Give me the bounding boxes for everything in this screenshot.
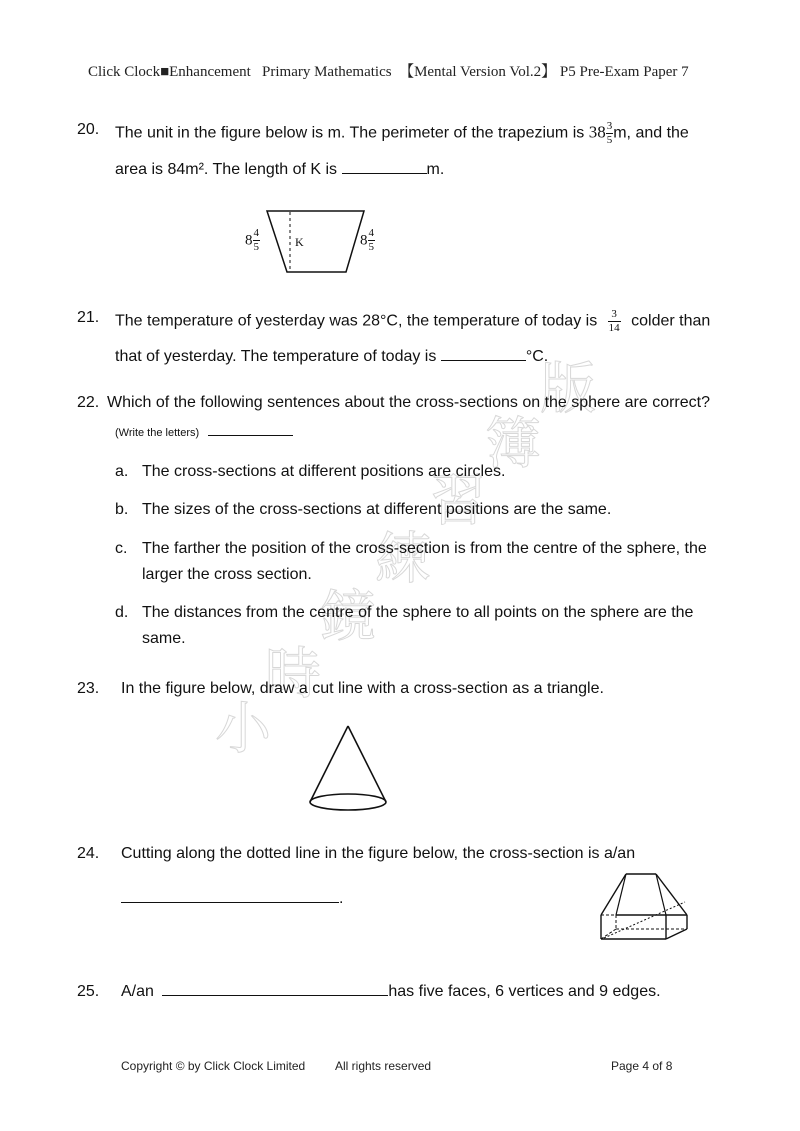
option-letter: b. xyxy=(115,501,129,518)
perimeter-fraction: $\frac{3}{5}$ xyxy=(606,120,613,146)
question-number: 25. xyxy=(77,983,100,1000)
watermark-char: 版 xyxy=(540,357,596,422)
instruction: (Write the letters) xyxy=(115,427,293,439)
cold-fraction: $\frac{3}{14}$ xyxy=(608,308,620,334)
footer-rights: All rights reserved xyxy=(335,1059,432,1073)
question-number: 24. xyxy=(77,845,100,862)
question-text: Cutting along the dotted line in the figure below, the cross-section is a/an xyxy=(121,845,636,862)
answer-blank[interactable] xyxy=(441,360,526,361)
watermark-char: 練 xyxy=(375,527,431,592)
label-k: K xyxy=(295,235,304,249)
option-text-line2: same. xyxy=(142,630,186,647)
footer-copyright: Copyright © by Click Clock Limited xyxy=(121,1059,306,1073)
question-text-line2: area is 84m². The length of K is m. xyxy=(115,161,445,178)
prism-figure xyxy=(594,868,694,946)
option-letter: a. xyxy=(115,463,129,480)
question-number: 22. xyxy=(77,394,100,411)
question-text: The temperature of yesterday was 28°C, the temperature of today is $\frac{3}{14}$ colder than xyxy=(115,308,711,334)
question-text: The unit in the figure below is m. The perimeter of the trapezium is 38 $\frac{3}{5}$ m, and the xyxy=(115,120,689,146)
option-text: The sizes of the cross-sections at different positions are the same. xyxy=(142,501,612,518)
watermark-char: 簿 xyxy=(485,412,541,477)
watermark-char: 習 xyxy=(430,469,486,534)
option-text: The distances from the centre of the sphere to all points on the sphere are the xyxy=(142,604,694,621)
option-text: The cross-sections at different positions are circles. xyxy=(142,463,506,480)
answer-blank[interactable] xyxy=(342,173,427,174)
question-text: A/an has five faces, 6 vertices and 9 edges. xyxy=(121,983,661,1000)
question-number: 23. xyxy=(77,680,100,697)
right-side-label: 8 $\frac{4}{5}$ xyxy=(360,227,374,253)
option-text: The farther the position of the cross-section is from the centre of the sphere, the xyxy=(142,540,707,557)
question-text-line2: that of yesterday. The temperature of today is °C. xyxy=(115,348,549,365)
answer-blank[interactable] xyxy=(162,995,388,996)
option-letter: d. xyxy=(115,604,129,621)
left-side-label: 8 $\frac{4}{5}$ xyxy=(245,227,259,253)
question-text: In the figure below, draw a cut line with a cross-section as a triangle. xyxy=(121,680,604,697)
option-text-line2: larger the cross section. xyxy=(142,566,312,583)
footer-page-number: Page 4 of 8 xyxy=(611,1059,673,1073)
page-header: Click Clock■Enhancement Primary Mathematics 【Mental Version Vol.2】 P5 Pre-Exam Paper 7 xyxy=(88,64,689,80)
cone-figure[interactable] xyxy=(303,722,393,814)
watermark-char: 時 xyxy=(265,642,321,707)
answer-blank[interactable] xyxy=(208,435,293,436)
watermark-char: 鏡 xyxy=(320,585,376,650)
answer-blank[interactable] xyxy=(121,902,339,903)
answer-line: . xyxy=(121,890,343,908)
question-number: 21. xyxy=(77,309,100,326)
question-number: 20. xyxy=(77,121,100,138)
option-letter: c. xyxy=(115,540,128,557)
watermark-char: 小 xyxy=(215,697,271,762)
trapezium-shape xyxy=(262,208,372,278)
question-text: Which of the following sentences about the cross-sections on the sphere are correct? xyxy=(107,394,710,411)
